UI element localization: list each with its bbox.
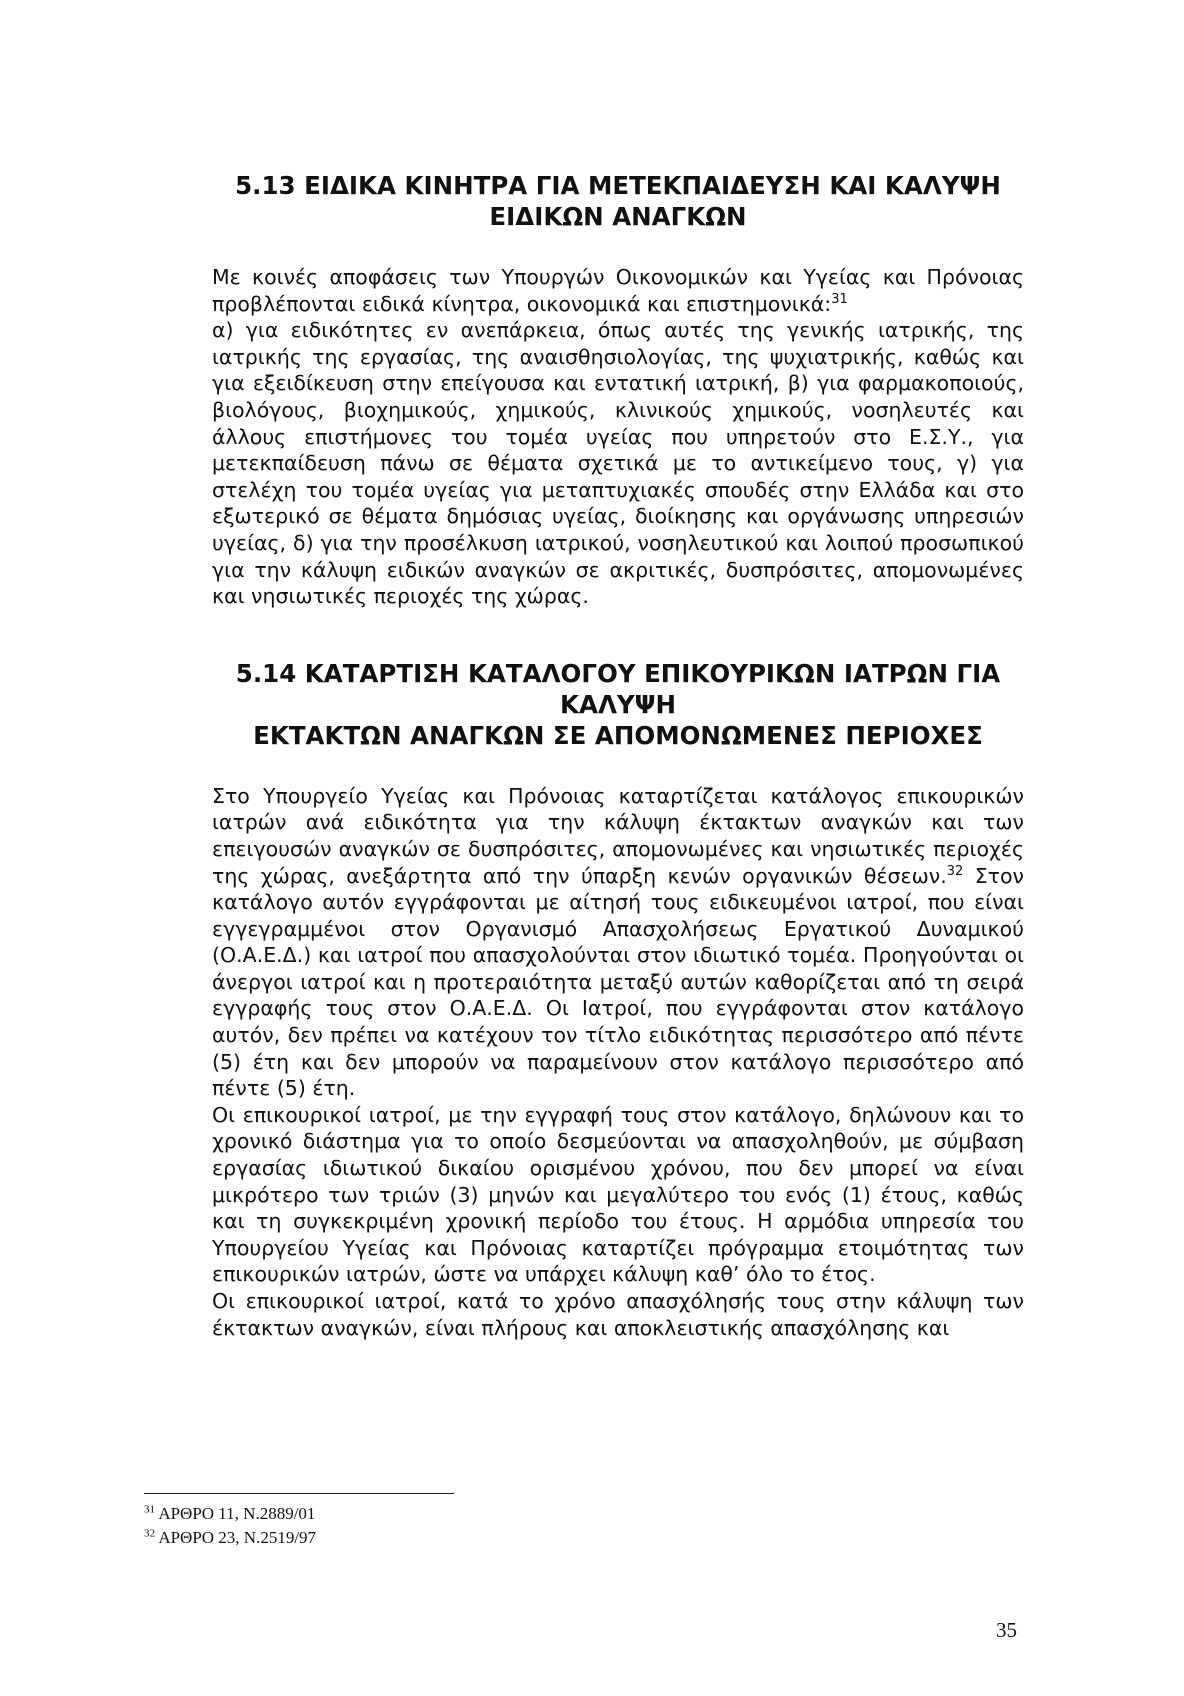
page-content [212,170,1024,1341]
footnote-number: 32 [144,1527,155,1540]
paragraph [212,1102,1024,1288]
paragraph-text: Οι επικουρικοί ιατροί, με την εγγραφή τους στον κατάλογο, δηλώνουν και το χρονικό διάστημα για το οποίο δεσμεύονται να απασχοληθούν, με σύμβαση εργασίας ιδιωτικού δικαίου ορισμένου χρόνου, που δεν μπορεί να είναι μικρότερο των τριών (3) μηνών και μεγαλύτερο του ενός (1) έτους, καθώς και τη συγκεκριμένη χρονική περίοδο του έτους. Η αρμόδια υπηρεσία του Υπουργείου Υγείας και Πρόνοιας καταρτίζει πρόγραμμα ετοιμότητας των επικουρικών ιατρών, ώστε να υπάρχει κάλυψη καθ’ όλο το έτος. [212,1102,1024,1287]
heading-line: ΕΚΤΑΚΤΩΝ ΑΝΑΓΚΩΝ ΣΕ ΑΠΟΜΟΝΩΜΕΝΕΣ ΠΕΡΙΟΧΕΣ [253,720,983,750]
footnote-text: ΑΡΘΡΟ 11, Ν.2889/01 [158,1504,316,1523]
paragraph [212,783,1024,1102]
footnote-text: ΑΡΘΡΟ 23, Ν.2519/97 [158,1528,317,1547]
paragraph-text: Στο Υπουργείο Υγείας και Πρόνοιας καταρτίζεται κατάλογος επικουρικών ιατρών ανά ειδικότητα για την κάλυψη έκτακτων αναγκών και των επειγουσών αναγκών σε δυσπρόσιτες, απομονωμένες και νησιωτικές περιοχές της χώρας, ανεξάρτητα από την ύπαρξη κενών οργανικών θέσεων. [212,783,1024,888]
heading-line: 5.14 ΚΑΤΑΡΤΙΣΗ ΚΑΤΑΛΟΓΟΥ ΕΠΙΚΟΥΡΙΚΩΝ ΙΑΤΡΩΝ ΓΙΑ ΚΑΛΥΨΗ [235,658,1001,719]
footnote [144,1502,316,1526]
footnotes [144,1502,316,1550]
paragraph-text: Με κοινές αποφάσεις των Υπουργών Οικονομικών και Υγείας και Πρόνοιας προβλέπονται ειδικά κίνητρα, οικονομικά και επιστημονικά: [212,265,1024,316]
heading-line: 5.13 ΕΙΔΙΚΑ ΚΙΝΗΤΡΑ ΓΙΑ ΜΕΤΕΚΠΑΙΔΕΥΣΗ ΚΑΙ ΚΑΛΥΨΗ [235,171,1001,200]
footnote-reference: 32 [946,863,964,879]
paragraph-text: Στον κατάλογο αυτόν εγγράφονται με αίτησή τους ειδικευμένοι ιατροί, που είναι εγγεγραμμένοι στον Οργανισμό Απασχολήσεως Εργατικού Δυναμικού (Ο.Α.Ε.Δ.) και ιατροί που απασχολούνται στον ιδιωτικό τομέα. Προηγούνται οι άνεργοι ιατροί και η προτεραιότητα μεταξύ αυτών καθορίζεται από τη σειρά εγγραφής τους στον Ο.Α.Ε.Δ. Οι Ιατροί, που εγγράφονται στον κατάλογο αυτόν, δεν πρέπει να κατέχουν τον τίτλο ειδικότητας περισσότερο από πέντε (5) έτη και δεν μπορούν να παραμείνουν στον κατάλογο περισσότερο από πέντε (5) έτη. [212,863,1024,1101]
footnote [144,1526,316,1550]
section-heading-5-14 [212,658,1024,751]
footnote-number: 31 [144,1503,155,1516]
heading-line: ΕΙΔΙΚΩΝ ΑΝΑΓΚΩΝ [489,202,747,231]
section-heading-5-13 [212,170,1024,232]
footnote-divider [144,1493,454,1494]
paragraph-text: Οι επικουρικοί ιατροί, κατά το χρόνο απασχόλησής τους στην κάλυψη των έκτακτων αναγκών, είναι πλήρους και αποκλειστικής απασχόλησης και [212,1289,1024,1340]
page-number: 35 [996,1618,1017,1642]
paragraph [212,264,1024,317]
paragraph [212,1288,1024,1341]
footnote-reference: 31 [831,291,848,307]
paragraph-text: α) για ειδικότητες εν ανεπάρκεια, όπως αυτές της γενικής ιατρικής, της ιατρικής της εργασίας, της αναισθησιολογίας, της ψυχιατρικής, καθώς και για εξειδίκευση στην επείγουσα και εντατική ιατρική, β) για φαρμακοποιούς, βιολόγους, βιοχημικούς, χημικούς, κλινικούς χημικούς, νοσηλευτές και άλλους επιστήμονες του τομέα υγείας που υπηρετούν στο Ε.Σ.Υ., για μετεκπαίδευση πάνω σε θέματα σχετικά με το αντικείμενο τους, γ) για στελέχη του τομέα υγείας για μεταπτυχιακές σπουδές στην Ελλάδα και στο εξωτερικό σε θέματα δημόσιας υγείας, διοίκησης και οργάνωσης υπηρεσιών υγείας, δ) για την προσέλκυση ιατρικού, νοσηλευτικού και λοιπού προσωπικού για την κάλυψη ειδικών αναγκών σε ακριτικές, δυσπρόσιτες, απομονωμένες και νησιωτικές περιοχές της χώρας. [212,318,1024,609]
paragraph [212,317,1024,610]
